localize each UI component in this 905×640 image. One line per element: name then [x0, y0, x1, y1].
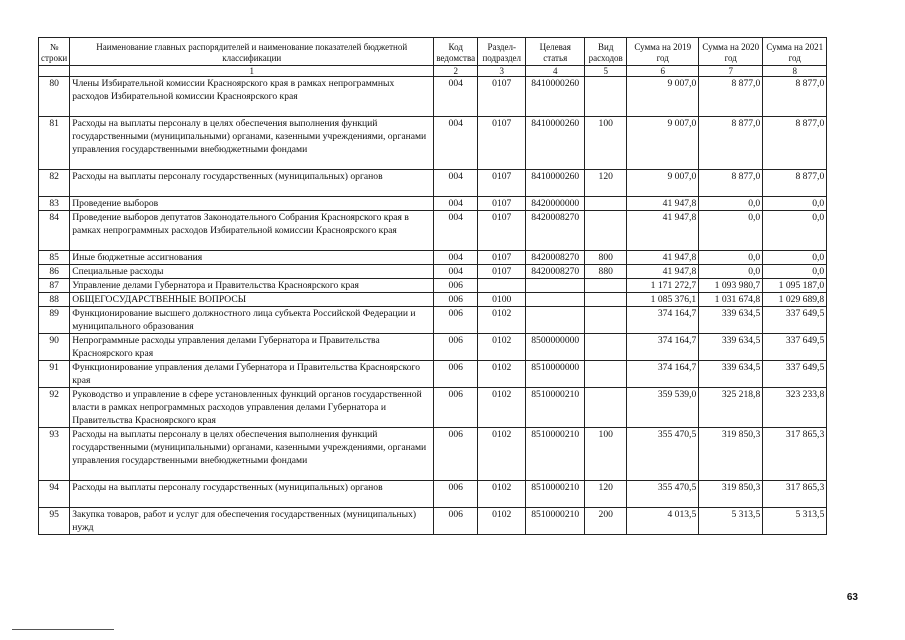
row-section: 0102	[478, 388, 526, 428]
table-row	[39, 117, 827, 170]
row-target-article: 8510000210	[526, 508, 585, 535]
row-number: 92	[39, 388, 70, 428]
row-dept-code: 004	[434, 251, 478, 265]
row-sum-2021: 0,0	[763, 211, 827, 251]
row-expense-type	[585, 388, 627, 428]
table-row	[39, 170, 827, 197]
row-sum-2019: 41 947,8	[627, 211, 699, 251]
column-index: 8	[763, 66, 827, 77]
row-number: 85	[39, 251, 70, 265]
budget-table	[38, 37, 827, 535]
table-row	[39, 211, 827, 251]
row-sum-2019: 374 164,7	[627, 334, 699, 361]
row-target-article: 8420000000	[526, 197, 585, 211]
row-sum-2019: 374 164,7	[627, 361, 699, 388]
row-sum-2019: 1 171 272,7	[627, 279, 699, 293]
row-target-article: 8510000210	[526, 388, 585, 428]
header-expense-type: Вид расходов	[585, 38, 627, 66]
row-dept-code: 006	[434, 481, 478, 508]
row-expense-type: 800	[585, 251, 627, 265]
row-target-article: 8410000260	[526, 117, 585, 170]
row-section: 0102	[478, 428, 526, 481]
row-name: Члены Избирательной комиссии Красноярского края в рамках непрограммных расходов Избирательной комиссии Красноярского края	[70, 77, 434, 117]
footer-divider	[12, 629, 114, 630]
row-section: 0107	[478, 117, 526, 170]
row-sum-2021: 337 649,5	[763, 307, 827, 334]
table-row	[39, 388, 827, 428]
row-number: 81	[39, 117, 70, 170]
row-number: 86	[39, 265, 70, 279]
table-header-row	[39, 38, 827, 66]
row-expense-type: 100	[585, 117, 627, 170]
table-row	[39, 481, 827, 508]
column-index: 3	[478, 66, 526, 77]
row-name: Закупка товаров, работ и услуг для обеспечения государственных (муниципальных) нужд	[70, 508, 434, 535]
row-name: Функционирование высшего должностного лица субъекта Российской Федерации и муниципального образования	[70, 307, 434, 334]
row-sum-2020: 0,0	[699, 265, 763, 279]
row-sum-2021: 0,0	[763, 251, 827, 265]
row-sum-2019: 9 007,0	[627, 117, 699, 170]
row-dept-code: 006	[434, 293, 478, 307]
row-sum-2019: 355 470,5	[627, 428, 699, 481]
row-dept-code: 004	[434, 170, 478, 197]
column-index-blank	[39, 66, 70, 77]
table-row	[39, 508, 827, 535]
row-number: 88	[39, 293, 70, 307]
table-row	[39, 428, 827, 481]
row-expense-type: 120	[585, 170, 627, 197]
row-sum-2021: 5 313,5	[763, 508, 827, 535]
table-row	[39, 293, 827, 307]
row-number: 90	[39, 334, 70, 361]
header-name: Наименование главных распорядителей и наименование показателей бюджетной классификации	[70, 38, 434, 66]
table-row	[39, 307, 827, 334]
row-dept-code: 004	[434, 77, 478, 117]
row-dept-code: 004	[434, 117, 478, 170]
header-sum-2021: Сумма на 2021 год	[763, 38, 827, 66]
row-name: Управление делами Губернатора и Правительства Красноярского края	[70, 279, 434, 293]
row-name: Специальные расходы	[70, 265, 434, 279]
row-sum-2021: 323 233,8	[763, 388, 827, 428]
table-body	[39, 77, 827, 535]
row-number: 80	[39, 77, 70, 117]
row-sum-2019: 9 007,0	[627, 170, 699, 197]
table-row	[39, 279, 827, 293]
column-index: 5	[585, 66, 627, 77]
row-sum-2019: 41 947,8	[627, 265, 699, 279]
column-index: 1	[70, 66, 434, 77]
row-sum-2019: 355 470,5	[627, 481, 699, 508]
row-sum-2020: 339 634,5	[699, 361, 763, 388]
row-dept-code: 004	[434, 265, 478, 279]
row-dept-code: 004	[434, 197, 478, 211]
row-dept-code: 006	[434, 334, 478, 361]
row-section: 0102	[478, 334, 526, 361]
row-name: Проведение выборов депутатов Законодательного Собрания Красноярского края в рамках непрограммных расходов Избирательной комиссии Красноярского края	[70, 211, 434, 251]
row-sum-2021: 337 649,5	[763, 334, 827, 361]
row-sum-2020: 8 877,0	[699, 77, 763, 117]
row-target-article: 8420008270	[526, 211, 585, 251]
row-target-article: 8500000000	[526, 334, 585, 361]
row-sum-2021: 317 865,3	[763, 481, 827, 508]
row-sum-2020: 8 877,0	[699, 170, 763, 197]
row-name: Расходы на выплаты персоналу государственных (муниципальных) органов	[70, 170, 434, 197]
row-expense-type: 200	[585, 508, 627, 535]
row-sum-2020: 0,0	[699, 211, 763, 251]
row-sum-2020: 1 031 674,8	[699, 293, 763, 307]
row-expense-type	[585, 307, 627, 334]
row-sum-2021: 1 095 187,0	[763, 279, 827, 293]
row-dept-code: 006	[434, 307, 478, 334]
row-sum-2020: 339 634,5	[699, 334, 763, 361]
column-index-row	[39, 66, 827, 77]
row-number: 89	[39, 307, 70, 334]
row-number: 82	[39, 170, 70, 197]
column-index: 2	[434, 66, 478, 77]
row-target-article: 8410000260	[526, 77, 585, 117]
row-number: 94	[39, 481, 70, 508]
row-name: Руководство и управление в сфере установленных функций органов государственной власти в рамках непрограммных расходов управления делами Губернатора и Правительства Красноярского края	[70, 388, 434, 428]
row-section: 0100	[478, 293, 526, 307]
header-target-article: Целевая статья	[526, 38, 585, 66]
header-row-number: № строки	[39, 38, 70, 66]
table-row	[39, 197, 827, 211]
row-target-article: 8420008270	[526, 265, 585, 279]
row-number: 87	[39, 279, 70, 293]
row-sum-2019: 1 085 376,1	[627, 293, 699, 307]
row-target-article: 8410000260	[526, 170, 585, 197]
row-number: 93	[39, 428, 70, 481]
row-sum-2020: 5 313,5	[699, 508, 763, 535]
row-name: Расходы на выплаты персоналу в целях обеспечения выполнения функций государственными (муниципальными) органами, казенными учреждениями, органами управления государственными внебюджетными фондами	[70, 117, 434, 170]
column-index: 7	[699, 66, 763, 77]
table-row	[39, 77, 827, 117]
row-sum-2020: 0,0	[699, 251, 763, 265]
row-sum-2019: 41 947,8	[627, 251, 699, 265]
header-sum-2020: Сумма на 2020 год	[699, 38, 763, 66]
row-dept-code: 006	[434, 361, 478, 388]
row-expense-type	[585, 211, 627, 251]
row-name: Непрограммные расходы управления делами Губернатора и Правительства Красноярского края	[70, 334, 434, 361]
row-sum-2019: 374 164,7	[627, 307, 699, 334]
page-number: 63	[846, 592, 858, 603]
row-section: 0102	[478, 481, 526, 508]
row-expense-type	[585, 279, 627, 293]
row-sum-2020: 319 850,3	[699, 481, 763, 508]
row-target-article	[526, 307, 585, 334]
row-sum-2020: 0,0	[699, 197, 763, 211]
row-target-article	[526, 293, 585, 307]
table-row	[39, 265, 827, 279]
row-target-article: 8420008270	[526, 251, 585, 265]
row-sum-2020: 8 877,0	[699, 117, 763, 170]
row-section: 0107	[478, 265, 526, 279]
row-sum-2021: 1 029 689,8	[763, 293, 827, 307]
row-dept-code: 006	[434, 388, 478, 428]
row-expense-type	[585, 361, 627, 388]
row-expense-type: 100	[585, 428, 627, 481]
row-sum-2019: 41 947,8	[627, 197, 699, 211]
table-row	[39, 251, 827, 265]
row-section: 0107	[478, 77, 526, 117]
row-expense-type: 120	[585, 481, 627, 508]
row-sum-2021: 8 877,0	[763, 117, 827, 170]
row-section: 0107	[478, 197, 526, 211]
row-sum-2021: 317 865,3	[763, 428, 827, 481]
row-target-article: 8510000210	[526, 428, 585, 481]
row-name: Проведение выборов	[70, 197, 434, 211]
header-section: Раздел-подраздел	[478, 38, 526, 66]
row-section: 0107	[478, 251, 526, 265]
row-name: Функционирование управления делами Губернатора и Правительства Красноярского края	[70, 361, 434, 388]
row-section: 0107	[478, 211, 526, 251]
row-sum-2020: 339 634,5	[699, 307, 763, 334]
row-sum-2020: 325 218,8	[699, 388, 763, 428]
row-expense-type	[585, 77, 627, 117]
row-number: 83	[39, 197, 70, 211]
row-sum-2021: 0,0	[763, 197, 827, 211]
row-dept-code: 006	[434, 428, 478, 481]
column-index: 6	[627, 66, 699, 77]
column-index: 4	[526, 66, 585, 77]
row-sum-2021: 337 649,5	[763, 361, 827, 388]
row-number: 95	[39, 508, 70, 535]
row-sum-2021: 8 877,0	[763, 77, 827, 117]
row-name: Расходы на выплаты персоналу государственных (муниципальных) органов	[70, 481, 434, 508]
row-dept-code: 004	[434, 211, 478, 251]
table-row	[39, 334, 827, 361]
row-expense-type	[585, 334, 627, 361]
row-sum-2021: 8 877,0	[763, 170, 827, 197]
row-number: 91	[39, 361, 70, 388]
row-section: 0102	[478, 307, 526, 334]
row-sum-2020: 1 093 980,7	[699, 279, 763, 293]
row-dept-code: 006	[434, 279, 478, 293]
row-target-article	[526, 279, 585, 293]
row-expense-type	[585, 293, 627, 307]
header-sum-2019: Сумма на 2019 год	[627, 38, 699, 66]
row-name: Иные бюджетные ассигнования	[70, 251, 434, 265]
row-sum-2021: 0,0	[763, 265, 827, 279]
row-sum-2019: 359 539,0	[627, 388, 699, 428]
row-expense-type: 880	[585, 265, 627, 279]
row-target-article: 8510000210	[526, 481, 585, 508]
row-name: ОБЩЕГОСУДАРСТВЕННЫЕ ВОПРОСЫ	[70, 293, 434, 307]
row-section: 0102	[478, 361, 526, 388]
row-section: 0107	[478, 170, 526, 197]
row-section	[478, 279, 526, 293]
row-name: Расходы на выплаты персоналу в целях обеспечения выполнения функций государственными (муниципальными) органами, казенными учреждениями, органами управления государственными внебюджетными фондами	[70, 428, 434, 481]
row-sum-2020: 319 850,3	[699, 428, 763, 481]
row-section: 0102	[478, 508, 526, 535]
row-sum-2019: 9 007,0	[627, 77, 699, 117]
row-number: 84	[39, 211, 70, 251]
header-dept-code: Код ведомства	[434, 38, 478, 66]
row-sum-2019: 4 013,5	[627, 508, 699, 535]
table-row	[39, 361, 827, 388]
row-expense-type	[585, 197, 627, 211]
row-target-article: 8510000000	[526, 361, 585, 388]
row-dept-code: 006	[434, 508, 478, 535]
